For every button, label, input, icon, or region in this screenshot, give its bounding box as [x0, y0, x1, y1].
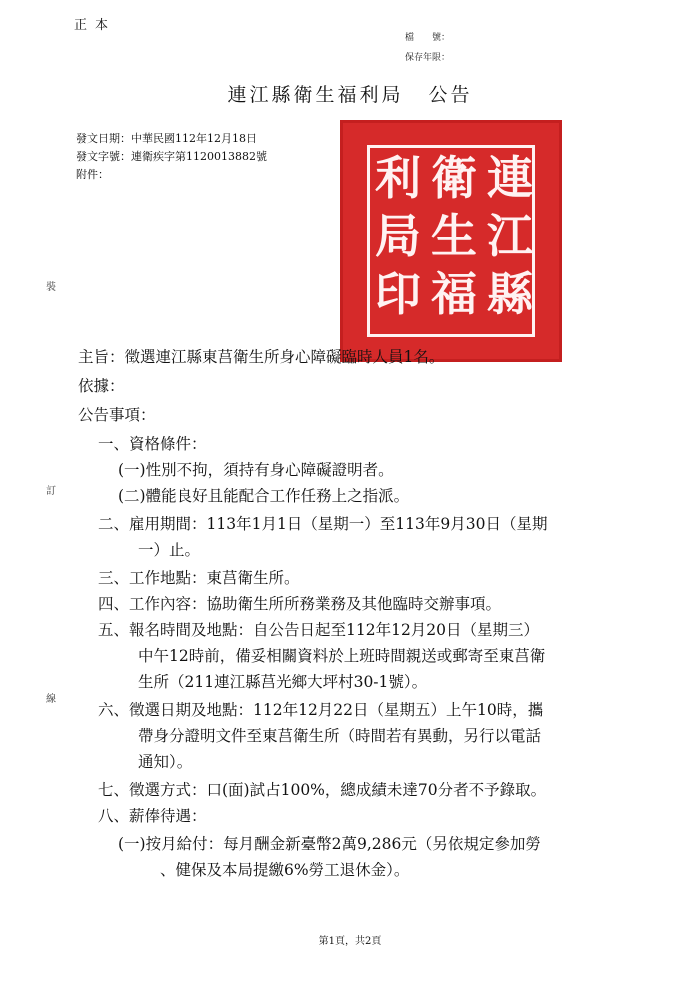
file-number-label: 檔 號： — [405, 33, 451, 43]
item-5-cont-1: 中午12時前，備妥相關資料於上班時間親送或郵寄至東莒衛 — [138, 647, 546, 665]
basis-line: 依據： — [78, 377, 125, 395]
item-4: 四、工作內容：協助衛生所所務業務及其他臨時交辦事項。 — [98, 595, 502, 613]
binding-mark-bottom: 線 — [46, 694, 56, 705]
document-type: 公告 — [428, 84, 473, 106]
copy-mark: 正本 — [74, 18, 117, 33]
official-seal — [340, 120, 562, 362]
item-6-cont-1: 帶身分證明文件至東莒衛生所（時間若有異動，另行以電話 — [138, 727, 542, 745]
seal-char: 生 — [431, 209, 477, 263]
attachment-label: 附件： — [76, 168, 109, 181]
page-number: 第1頁，共2頁 — [318, 936, 382, 947]
item-1-sub-2: (二)體能良好且能配合工作任務上之指派。 — [118, 487, 410, 505]
seal-char: 局 — [375, 209, 421, 263]
seal-char: 利 — [375, 151, 421, 205]
seal-char: 印 — [375, 267, 421, 321]
reference-number: 發文字號：連衛疾字第1120013882號 — [76, 150, 267, 163]
seal-char: 江 — [487, 209, 533, 263]
item-6-cont-2: 通知）。 — [138, 753, 193, 771]
seal-char: 縣 — [487, 267, 533, 321]
seal-char: 衛 — [431, 151, 477, 205]
document-title — [0, 80, 700, 107]
issue-date: 發文日期：中華民國112年12月18日 — [76, 132, 257, 145]
binding-mark-top: 裝 — [46, 282, 56, 293]
seal-char: 連 — [487, 151, 533, 205]
item-7: 七、徵選方式：口(面)試占100%，總成績未達70分者不予錄取。 — [98, 781, 547, 799]
item-8: 八、薪俸待遇： — [98, 807, 207, 825]
agency-name: 連江縣衛生福利局 — [227, 84, 404, 106]
binding-mark-middle: 訂 — [46, 486, 56, 497]
retention-period-label: 保存年限： — [405, 53, 451, 63]
item-6: 六、徵選日期及地點：112年12月22日（星期五）上午10時，攜 — [98, 701, 544, 719]
item-1: 一、資格條件： — [98, 435, 207, 453]
item-1-sub-1: (一)性別不拘，須持有身心障礙證明者。 — [118, 461, 394, 479]
item-5-cont-2: 生所（211連江縣莒光鄉大坪村30-1號）。 — [138, 673, 428, 691]
item-3: 三、工作地點：東莒衛生所。 — [98, 569, 300, 587]
seal-char: 福 — [431, 267, 477, 321]
item-2-cont: 一）止。 — [138, 541, 201, 559]
item-2: 二、雇用期間：113年1月1日（星期一）至113年9月30日（星期 — [98, 515, 548, 533]
subject-line: 主旨：徵選連江縣東莒衛生所身心障礙臨時人員1名。 — [78, 348, 445, 366]
item-8-sub-1: (一)按月給付：每月酬金新臺幣2萬9,286元（另依規定參加勞 — [118, 835, 541, 853]
items-header: 公告事項： — [78, 406, 156, 424]
item-5: 五、報名時間及地點：自公告日起至112年12月20日（星期三） — [98, 621, 540, 639]
item-8-sub-1-cont: 、健保及本局提繳6%勞工退休金）。 — [160, 861, 410, 879]
